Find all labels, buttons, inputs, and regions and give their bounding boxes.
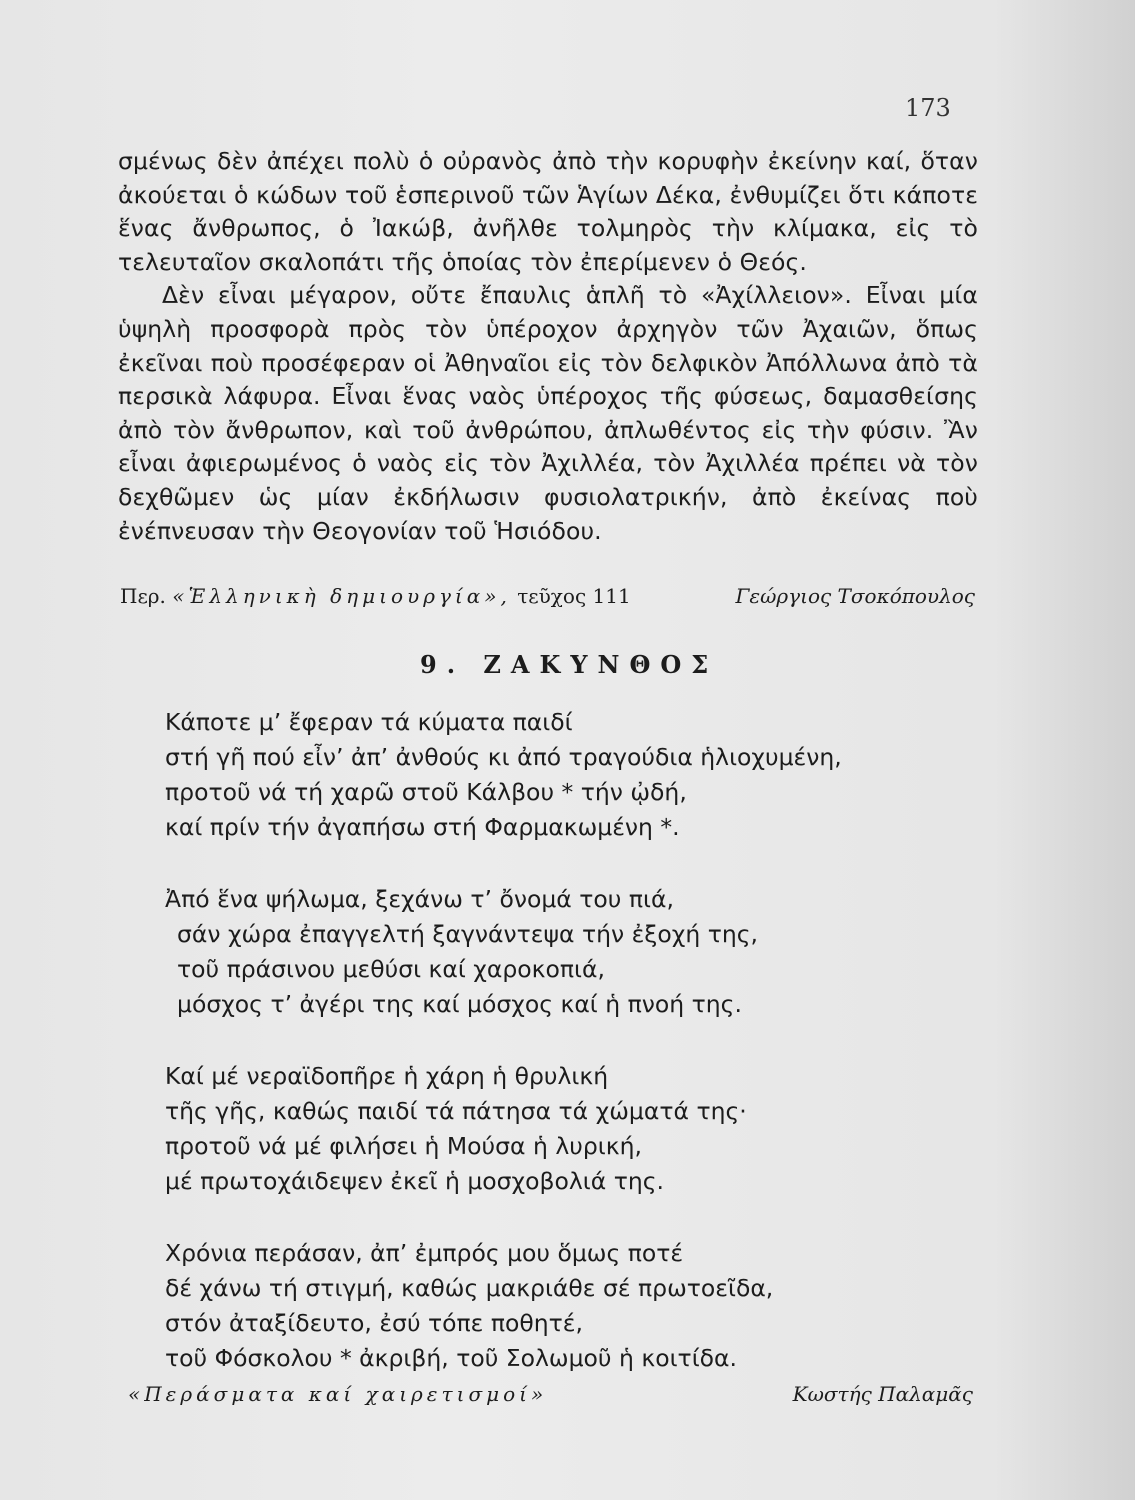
stanza: [165, 882, 985, 1022]
source-issue: τεῦχος 111: [517, 584, 631, 608]
stanza: [165, 1059, 985, 1199]
poem-line: Καί μέ νεραϊδοπῆρε ἡ χάρη ἡ θρυλική: [165, 1062, 609, 1090]
prose-paragraph-2: Δὲν εἶναι μέγαρον, οὔτε ἔπαυλις ἁπλῆ τὸ «Ἀχίλλειον». Εἶναι μία ὑψηλὴ προσφορὰ πρὸς τὸν ὑπέροχον ἀρχηγὸν τῶν Ἀχαιῶν, ὅπως ἐκεῖναι ποὺ προσέφεραν οἱ Ἀθηναῖοι εἰς τὸν δελφικὸν Ἀπόλλωνα ἀπὸ τὰ περσικὰ λάφυρα. Εἶναι ἕνας ναὸς ὑπέροχος τῆς φύσεως, δαμασθείσης ἀπὸ τὸν ἄνθρωπον, καὶ τοῦ ἀνθρώπου, ἀπλωθέντος εἰς τὴν φύσιν. Ἂν εἶναι ἀφιερωμένος ὁ ναὸς εἰς τὸν Ἀχιλλέα, τὸν Ἀχιλλέα πρέπει νὰ τὸν δεχθῶμεν ὡς μίαν ἐκδήλωσιν φυσιολατρικήν, ἀπὸ ἐκείνας ποὺ ἐνέπνευσαν τὴν Θεογονίαν τοῦ Ἡσιόδου.: [118, 281, 978, 545]
poem-line: τοῦ πράσινου μεθύσι καί χαροκοπιά,: [177, 955, 605, 983]
source-publication: «Ἑλληνικὴ δημιουργία»,: [172, 584, 511, 608]
page-number: 173: [905, 94, 951, 122]
stanza: [165, 1236, 985, 1376]
prose-text: [118, 145, 978, 548]
poem-line: Χρόνια περάσαν, ἀπ’ ἐμπρός μου ὅμως ποτέ: [165, 1239, 684, 1267]
poem-source-citation: [128, 1382, 973, 1406]
poem-line: μόσχος τ’ ἀγέρι της καί μόσχος καί ἡ πνοή της.: [177, 990, 742, 1018]
prose-paragraph-1: σμένως δὲν ἀπέχει πολὺ ὁ οὐρανὸς ἀπὸ τὴν κορυφὴν ἐκείνην καί, ὅταν ἀκούεται ὁ κώδων τοῦ ἑσπερινοῦ τῶν Ἁγίων Δέκα, ἐνθυμίζει ὅτι κάποτε ἕνας ἄνθρωπος, ὁ Ἰακώβ, ἀνῆλθε τολμηρὸς τὴν κλίμακα, εἰς τὸ τελευταῖον σκαλοπάτι τῆς ὁποίας τὸν ἐπερίμενεν ὁ Θεός.: [118, 147, 978, 276]
poem-line: μέ πρωτοχάιδεψεν ἐκεῖ ἡ μοσχοβολιά της.: [165, 1167, 665, 1195]
poem-line: στόν ἀταξίδευτο, ἐσύ τόπε ποθητέ,: [165, 1309, 583, 1337]
poem-title: 9. ΖΑΚΥΝΘΟΣ: [420, 650, 719, 679]
poem-line: Ἀπό ἕνα ψήλωμα, ξεχάνω τ’ ὄνομά του πιά,: [165, 885, 674, 913]
poem-line: προτοῦ νά τή χαρῶ στοῦ Κάλβου * τήν ᾠδή,: [165, 778, 687, 806]
poem-line: Κάποτε μ’ ἔφεραν τά κύματα παιδί: [165, 708, 573, 736]
page-spine-shadow: [995, 0, 1135, 1500]
poem-line: προτοῦ νά μέ φιλήσει ἡ Μούσα ἡ λυρική,: [165, 1132, 642, 1160]
poem-line: τῆς γῆς, καθώς παιδί τά πάτησα τά χώματά της·: [165, 1097, 747, 1125]
poem: [165, 705, 985, 1413]
poem-line: σάν χώρα ἐπαγγελτή ξαγνάντεψα τήν ἐξοχή της,: [177, 920, 759, 948]
poem-line: καί πρίν τήν ἀγαπήσω στή Φαρμακωμένη *.: [165, 813, 680, 841]
stanza: [165, 705, 985, 845]
prose-author: Γεώργιος Τσοκόπουλος: [735, 584, 975, 608]
poem-author: Κωστής Παλαμᾶς: [792, 1382, 973, 1406]
poem-line: δέ χάνω τή στιγμή, καθώς μακριάθε σέ πρωτοεῖδα,: [165, 1274, 774, 1302]
poem-line: τοῦ Φόσκολου * ἀκριβή, τοῦ Σολωμοῦ ἡ κοιτίδα.: [165, 1344, 737, 1372]
source-prefix: Περ.: [120, 584, 166, 608]
poem-line: στή γῆ πού εἶν’ ἀπ’ ἀνθούς κι ἀπό τραγούδια ἡλιοχυμένη,: [165, 743, 842, 771]
prose-source-citation: [120, 584, 975, 608]
poem-collection: «Περάσματα καί χαιρετισμοί»: [128, 1382, 548, 1406]
source-publication-group: [120, 584, 631, 608]
